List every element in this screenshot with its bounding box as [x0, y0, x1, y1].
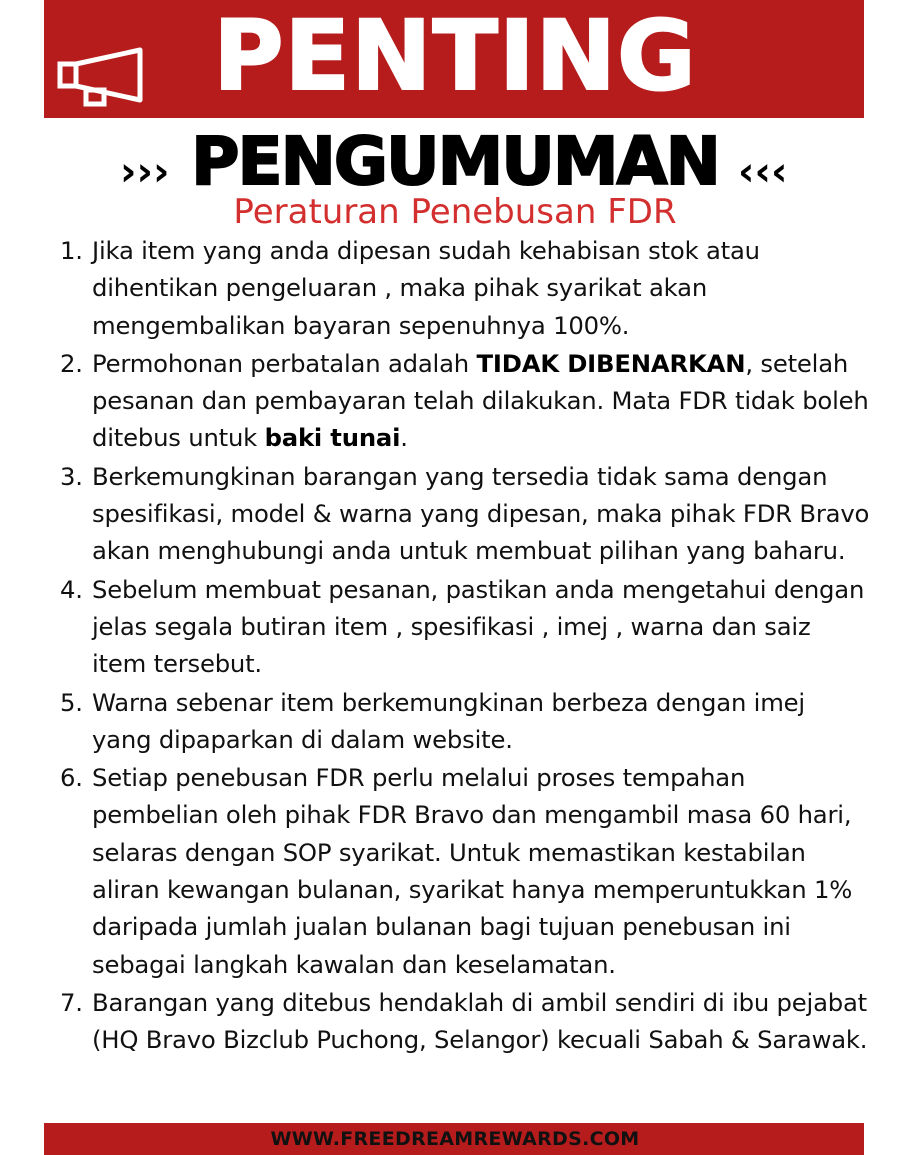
rule-item: [60, 345, 870, 457]
rule-number: 1.: [60, 236, 83, 265]
rule-emphasis: baki tunai: [264, 423, 401, 453]
rule-text-segment: Berkemungkinan barangan yang tersedia tidak sama dengan spesifikasi, model & warna yang dipesan, maka pihak FDR Bravo akan menghubungi anda untuk membuat pilihan yang baharu.: [92, 461, 870, 566]
rule-text: [92, 984, 870, 1059]
rule-number: 4.: [60, 574, 83, 604]
rule-emphasis: TIDAK DIBENARKAN: [476, 348, 746, 378]
rule-text-segment: Barangan yang ditebus hendaklah di ambil sendiri di ibu pejabat (HQ Bravo Bizclub Puchong, Selangor) kecuali Sabah & Sarawak.: [92, 987, 868, 1055]
announcement-heading: PENGUMUMAN: [191, 123, 719, 200]
rule-number: 5.: [60, 687, 83, 717]
rule-text: [92, 571, 870, 683]
rule-text: [92, 232, 870, 344]
rule-item: [60, 684, 870, 759]
rule-text: [92, 684, 870, 759]
rule-text-segment: Setiap penebusan FDR perlu melalui proses tempahan pembelian oleh pihak FDR Bravo dan mengambil masa 60 hari, selaras dengan SOP syarikat. Untuk memastikan kestabilan aliran kewangan bulanan, syarikat hanya memperuntukkan 1% daripada jumlah jualan bulanan bagi tujuan penebusan ini sebagai langkah kawalan dan keselamatan.: [92, 763, 853, 979]
rule-number: 7.: [60, 987, 83, 1017]
rule-text-segment: Warna sebenar item berkemungkinan berbeza dengan imej yang dipaparkan di dalam website.: [92, 687, 805, 754]
rule-text-segment: Sebelum membuat pesanan, pastikan anda mengetahui dengan jelas segala butiran item , spesifikasi , imej , warna dan saiz item tersebut.: [92, 574, 865, 679]
rule-item: [60, 759, 870, 983]
rule-item: [60, 571, 870, 683]
rule-number: 3.: [60, 461, 83, 491]
website-url: WWW.FREEDREAMREWARDS.COM: [270, 1128, 640, 1150]
section-title: Peraturan Penebusan FDR: [233, 192, 677, 232]
rule-text-segment: Permohonan perbatalan adalah: [92, 348, 477, 378]
banner-title: PENTING: [213, 0, 697, 112]
rule-text: [92, 458, 870, 570]
rule-text: [92, 345, 870, 457]
rule-text-segment: .: [400, 423, 408, 453]
rule-item: [60, 984, 870, 1059]
rule-number: 6.: [60, 763, 83, 793]
rule-text-segment: , setelah pesanan dan pembayaran telah dilakukan. Mata FDR tidak boleh ditebus untuk: [92, 348, 869, 453]
rule-number: 2.: [60, 348, 83, 378]
rule-item: [60, 232, 870, 344]
rule-item: [60, 458, 870, 570]
left-arrows-icon: ›››: [120, 149, 170, 195]
rule-text: [92, 759, 870, 983]
right-arrows-icon: ‹‹‹: [738, 149, 788, 195]
rule-text-segment: Jika item yang anda dipesan sudah kehabisan stok atau dihentikan pengeluaran , maka pihak syarikat akan mengembalikan bayaran sepenuhnya 100%.: [92, 236, 760, 340]
rules-list: [60, 232, 870, 1060]
